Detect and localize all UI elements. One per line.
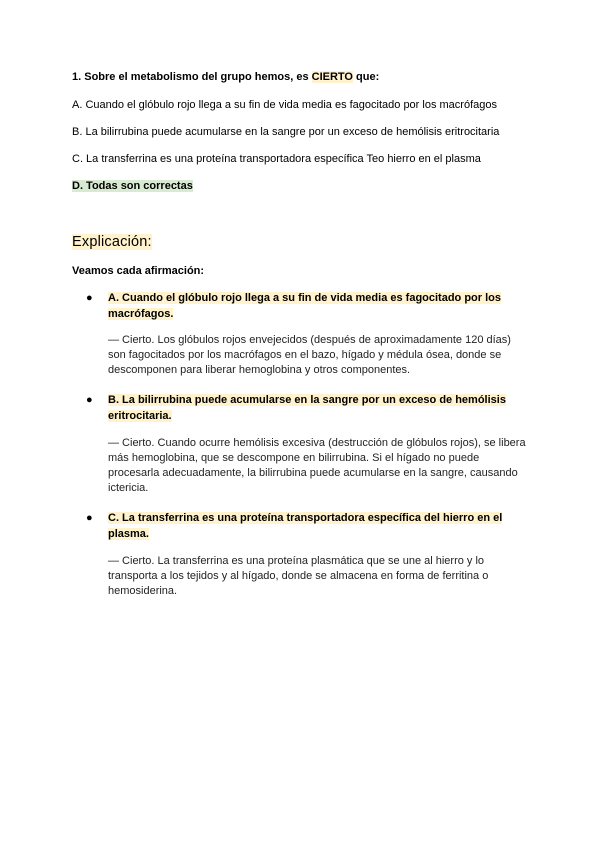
explanation-item-heading (108, 290, 518, 322)
question-suffix: que: (352, 71, 380, 83)
explanation-intro: Veamos cada afirmación: (72, 265, 205, 277)
explanation-item-heading (108, 392, 518, 424)
question-highlight: CIERTO (311, 71, 353, 83)
option-b: B. La bilirrubina puede acumularse en la sangre por un exceso de hemólisis eritrocitaria (72, 126, 500, 138)
explanation-title: Explicación: (72, 234, 152, 250)
question-title (72, 71, 379, 83)
option-c: C. La transferrina es una proteína transportadora específica Teo hierro en el plasma (72, 153, 481, 165)
explanation-item-detail: — Cierto. Cuando ocurre hemólisis excesiva (destrucción de glóbulos rojos), se libera más hemoglobina, que se descompone en bilirrubina. Si el hígado no puede procesarla adecuadamente, la bilirrubina puede acumularse en la sangre, causando ictericia. (108, 437, 526, 494)
bullet-icon: ● (86, 292, 93, 304)
bullet-icon: ● (86, 394, 93, 406)
explanation-item-heading-text: A. Cuando el glóbulo rojo llega a su fin de vida media es fagocitado por los macrófagos. (108, 292, 501, 320)
option-a: A. Cuando el glóbulo rojo llega a su fin de vida media es fagocitado por los macrófagos (72, 99, 497, 111)
explanation-item-heading-text: C. La transferrina es una proteína transportadora específica del hierro en el plasma. (108, 512, 503, 540)
question-prefix: 1. Sobre el metabolismo del grupo hemos, es (72, 71, 312, 83)
bullet-icon: ● (86, 512, 93, 524)
explanation-item-heading (108, 510, 518, 542)
explanation-item-heading-text: B. La bilirrubina puede acumularse en la sangre por un exceso de hemólisis eritrocitaria. (108, 394, 506, 422)
option-d-label: D. Todas son correctas (72, 180, 193, 192)
option-d (72, 180, 193, 192)
explanation-item-detail: — Cierto. La transferrina es una proteína plasmática que se une al hierro y lo transporta a los tejidos y al hígado, donde se almacena en forma de ferritina o hemosiderina. (108, 555, 489, 597)
explanation-item-detail: — Cierto. Los glóbulos rojos envejecidos (después de aproximadamente 120 días) son fagocitados por los macrófagos en el bazo, hígado y médula ósea, donde se descomponen para liberar hemoglobina y otros componentes. (108, 334, 511, 376)
